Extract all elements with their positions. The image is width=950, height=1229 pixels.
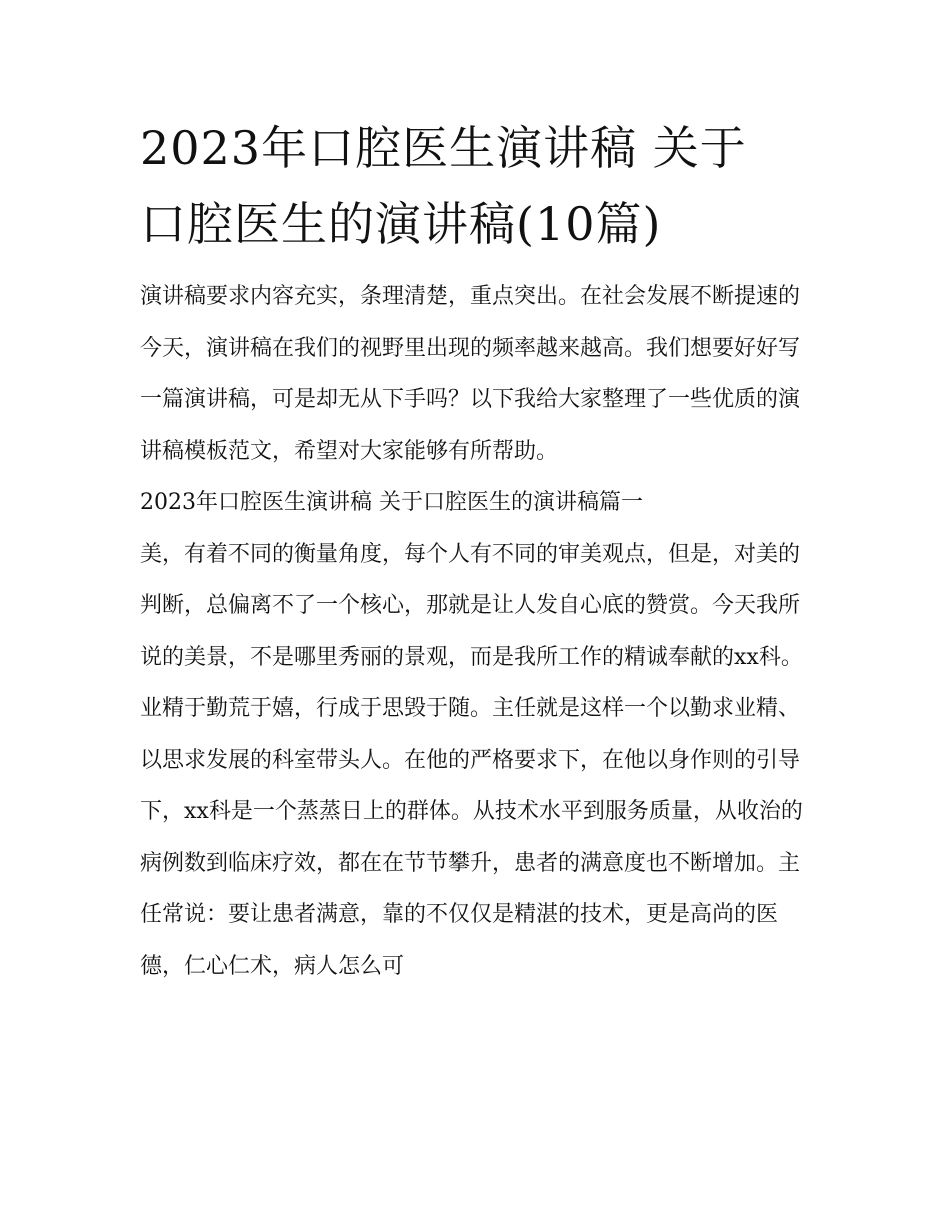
title-line-2: 口腔医生的演讲稿(10篇): [140, 197, 662, 251]
body-paragraph: 美，有着不同的衡量角度，每个人有不同的审美观点，但是，对美的判断，总偏离不了一个核心，那就是让人发自心底的赞赏。今天我所说的美景，不是哪里秀丽的景观，而是我所工作的精诚奉献的xx科。: [140, 541, 803, 670]
intro-paragraph: 演讲稿要求内容充实，条理清楚，重点突出。在社会发展不断提速的今天，演讲稿在我们的视野里出现的频率越来越高。我们想要好好写一篇演讲稿，可是却无从下手吗？以下我给大家整理了一些优质的演讲稿模板范文，希望对大家能够有所帮助。: [140, 284, 801, 464]
document-body: [140, 271, 812, 992]
body-paragraph: 业精于勤荒于嬉，行成于思毁于随。主任就是这样一个以勤求业精、以思求发展的科室带头人。在他的严格要求下，在他以身作则的引导下，xx科是一个蒸蒸日上的群体。从技术水平到服务质量，从收治的病例数到临床疗效，都在在节节攀升，患者的满意度也不断增加。主任常说：要让患者满意，靠的不仅仅是精湛的技术，更是高尚的医德，仁心仁术，病人怎么可: [140, 696, 803, 979]
title-line-1: 2023年口腔医生演讲稿 关于: [140, 121, 747, 175]
section-heading: 2023年口腔医生演讲稿 关于口腔医生的演讲稿篇一: [140, 490, 643, 515]
document-title: [140, 110, 840, 262]
